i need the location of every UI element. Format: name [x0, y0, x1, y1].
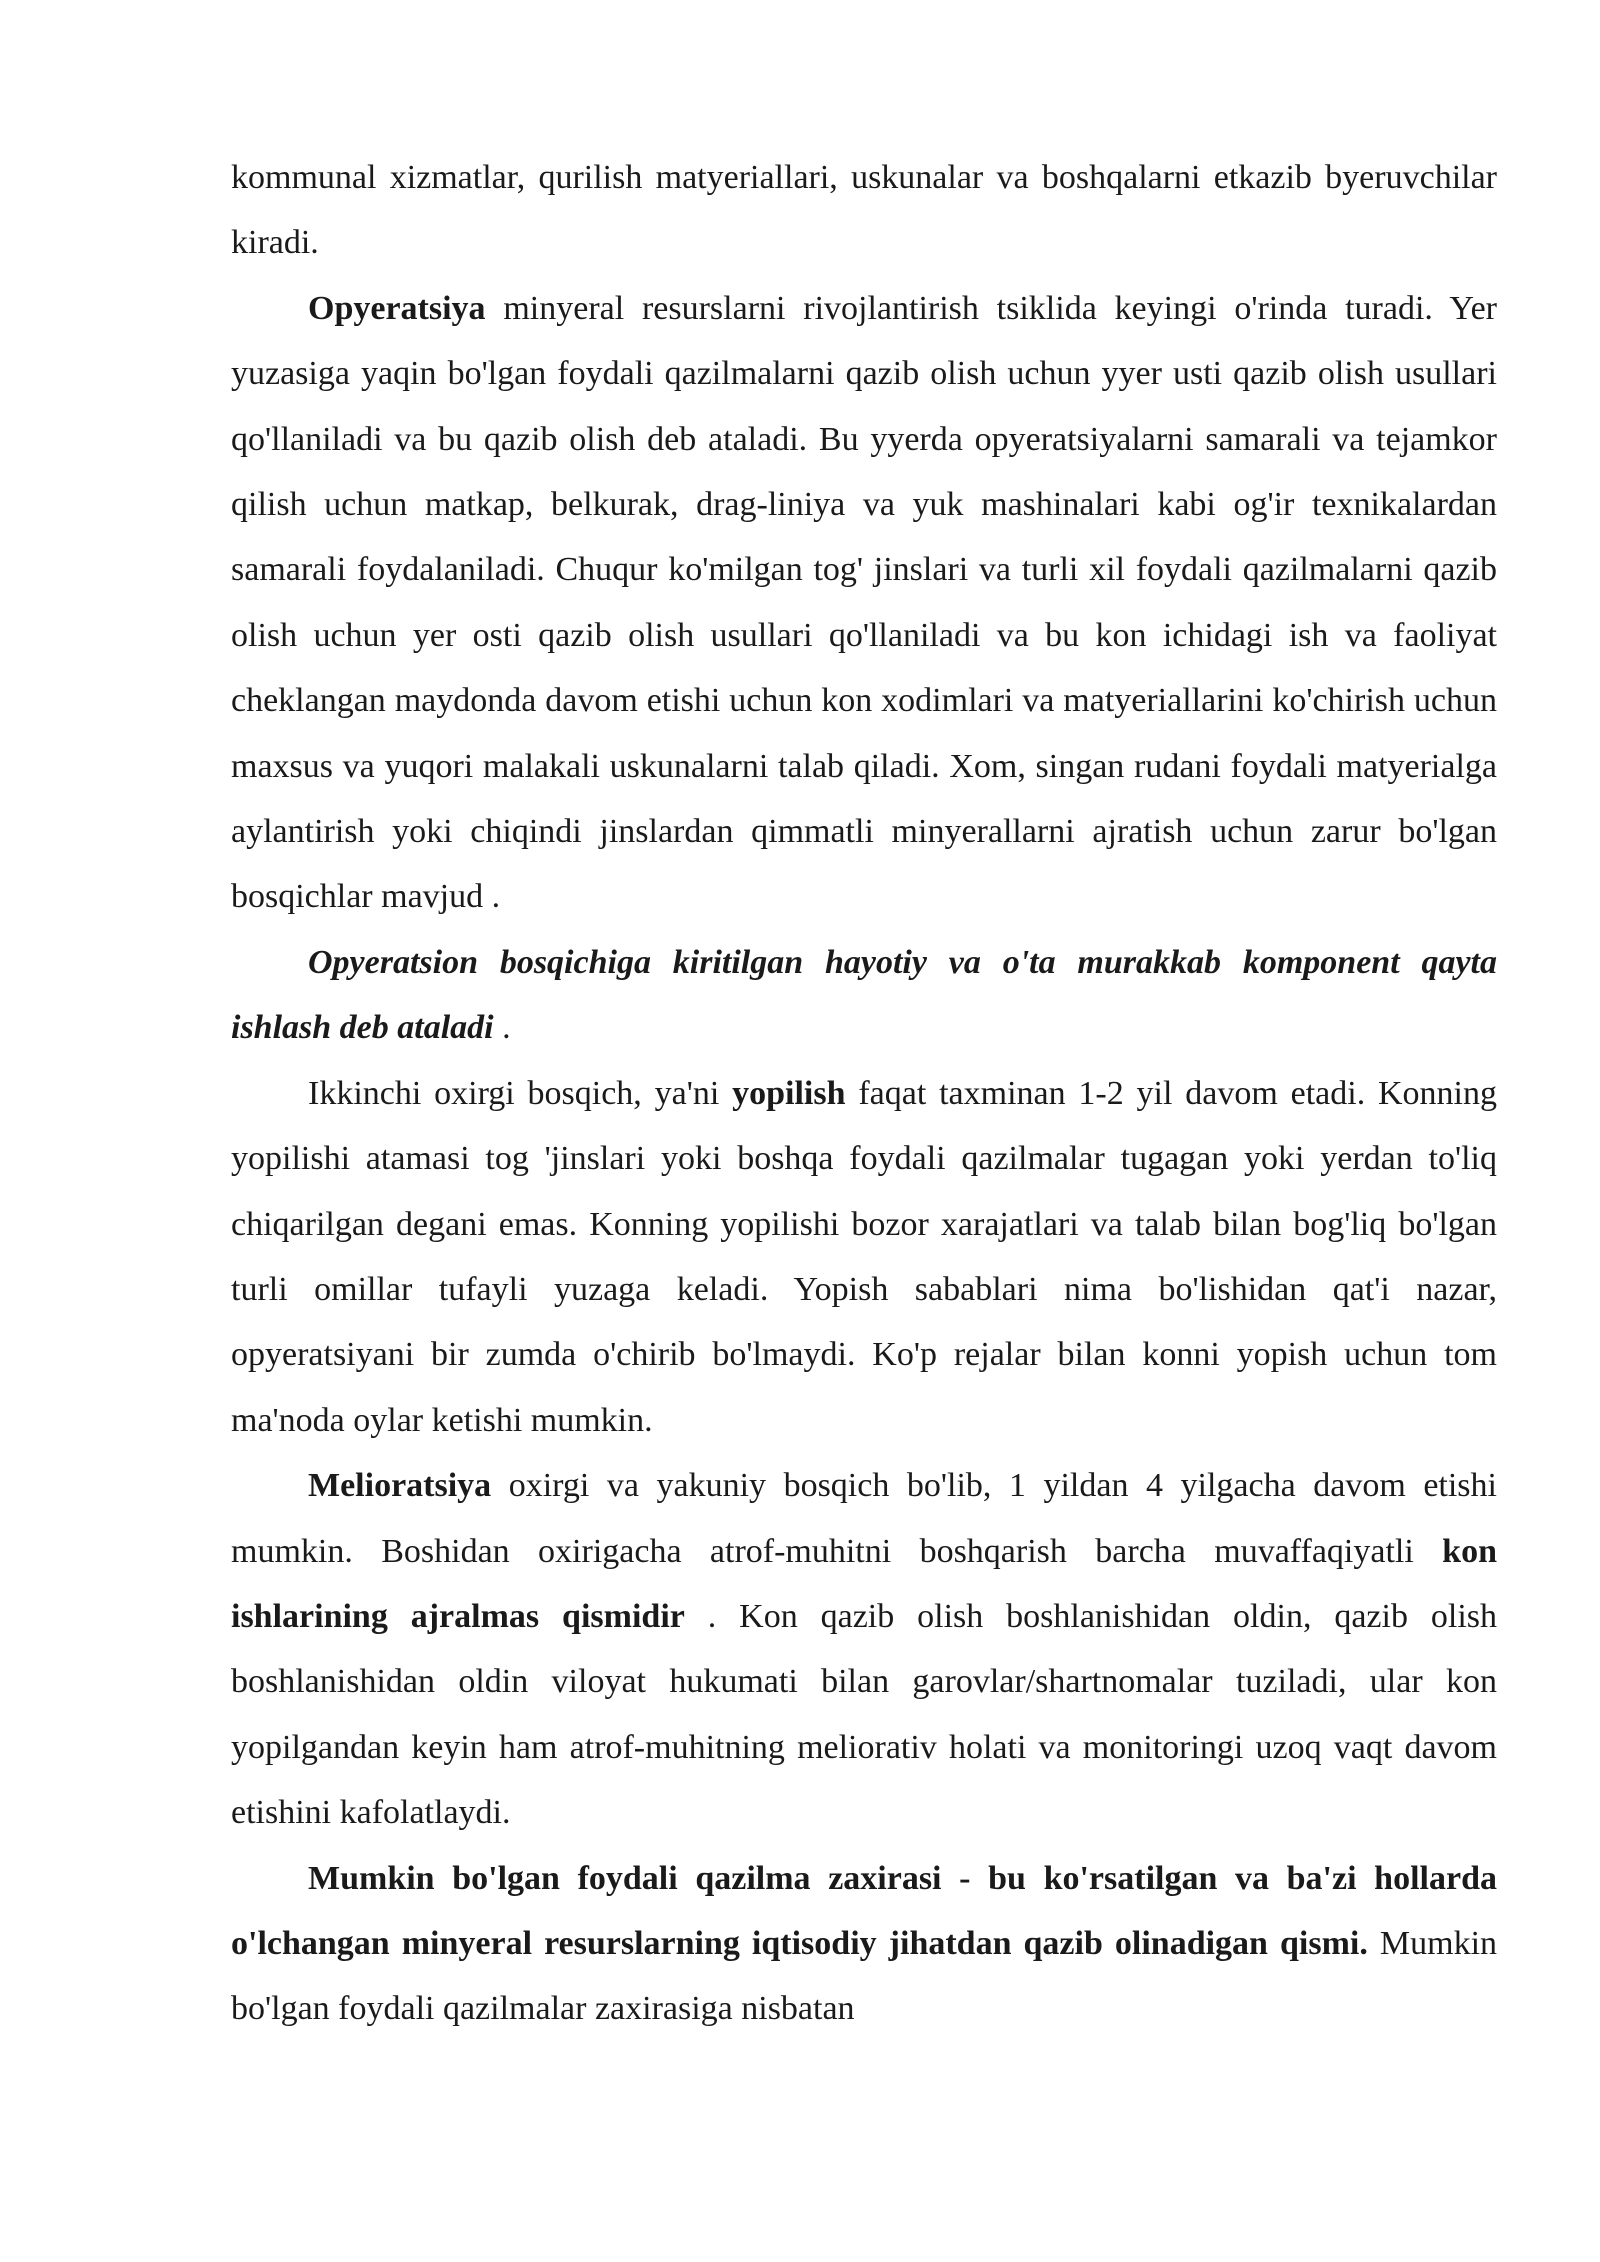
emphasis-kon-ishlari: kon ishlarining ajralmas qismidir	[231, 1532, 1497, 1635]
term-yopilish: yopilish	[732, 1074, 846, 1112]
paragraph-yopilish	[231, 1061, 1497, 1453]
paragraph-opyeratsiya-text: minyeral resurslarni rivojlantirish tsiklida keyingi o'rinda turadi. Yer yuzasiga yaqin bo'lgan foydali qazilmalarni qazib olish uchun yyer usti qazib olish usullari qo'llaniladi va bu qazib olish deb ataladi. Bu yyerda opyeratsiyalarni samarali va tejamkor qilish uchun matkap, belkurak, drag-liniya va yuk mashinalari kabi og'ir texnikalardan samarali foydalaniladi. Chuqur ko'milgan tog' jinslari va turli xil foydali qazilmalarni qazib olish uchun yer osti qazib olish usullari qo'llaniladi va bu kon ichidagi ish va faoliyat cheklangan maydonda davom etishi uchun kon xodimlari va matyeriallarini ko'chirish uchun maxsus va yuqori malakali uskunalarni talab qiladi. Xom, singan rudani foydali matyerialga aylantirish yoki chiqindi jinslardan qimmatli minyerallarni ajratish uchun zarur bo'lgan bosqichlar mavjud .	[231, 289, 1497, 916]
paragraph-zaxira	[231, 1846, 1497, 2042]
paragraph-melioratsiya-text-a: oxirgi va yakuniy bosqich bo'lib, 1 yildan 4 yilgacha davom etishi mumkin. Boshidan oxirigacha atrof-muhitni boshqarish barcha muvaffaqiyatli	[231, 1467, 1497, 1570]
document-page	[231, 145, 1497, 2042]
paragraph-qayta-ishlash-end: .	[493, 1009, 511, 1047]
paragraph-1-text: kommunal xizmatlar, qurilish matyeriallari, uskunalar va boshqalarni etkazib byeruvchilar kiradi.	[231, 159, 1497, 262]
term-opyeratsiya: Opyeratsiya	[308, 289, 486, 327]
paragraph-melioratsiya-text-b: . Kon qazib olish boshlanishidan oldin, qazib olish boshlanishidan oldin viloyat hukumati bilan garovlar/shartnomalar tuziladi, ular kon yopilgandan keyin ham atrof-muhitning meliorativ holati va monitoringi uzoq vaqt davom etishini kafolatlaydi.	[231, 1597, 1497, 1832]
paragraph-qayta-ishlash	[231, 930, 1497, 1061]
paragraph-opyeratsiya	[231, 276, 1497, 930]
definition-zaxira: Mumkin bo'lgan foydali qazilma zaxirasi - bu ko'rsatilgan va ba'zi hollarda o'lchangan minyeral resurslarning iqtisodiy jihatdan qazib olinadigan qismi.	[231, 1859, 1497, 1962]
paragraph-melioratsiya	[231, 1453, 1497, 1845]
paragraph-yopilish-lead: Ikkinchi oxirgi bosqich, ya'ni	[308, 1074, 733, 1112]
paragraph-1	[231, 145, 1497, 276]
emphasis-qayta-ishlash: Opyeratsion bosqichiga kiritilgan hayotiy va o'ta murakkab komponent qayta ishlash deb ataladi	[231, 943, 1497, 1047]
term-melioratsiya: Melioratsiya	[308, 1467, 492, 1505]
paragraph-yopilish-text: faqat taxminan 1-2 yil davom etadi. Konning yopilishi atamasi tog 'jinslari yoki boshqa foydali qazilmalar tugagan yoki yerdan to'liq chiqarilgan degani emas. Konning yopilishi bozor xarajatlari va talab bilan bog'liq bo'lgan turli omillar tufayli yuzaga keladi. Yopish sabablari nima bo'lishidan qat'i nazar, opyeratsiyani bir zumda o'chirib bo'lmaydi. Ko'p rejalar bilan konni yopish uchun tom ma'noda oylar ketishi mumkin.	[231, 1074, 1498, 1439]
paragraph-zaxira-text: Mumkin bo'lgan foydali qazilmalar zaxirasiga nisbatan	[231, 1924, 1498, 2028]
